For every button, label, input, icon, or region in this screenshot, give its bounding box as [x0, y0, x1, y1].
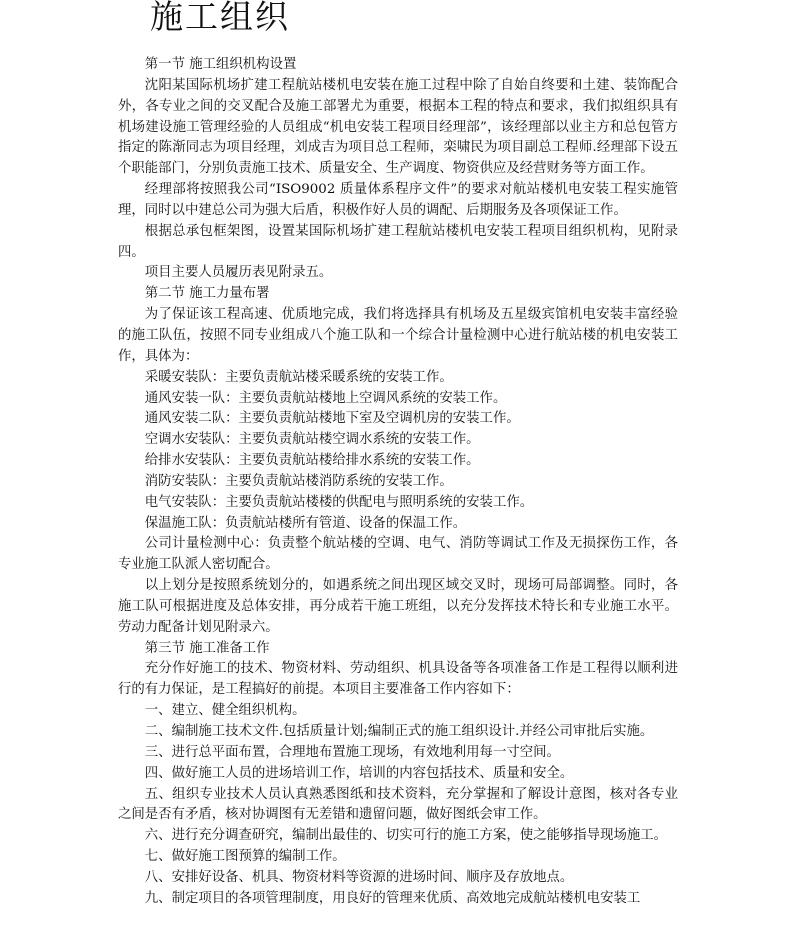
list-item-electrical-team: 电气安装队：主要负责航站楼楼的供配电与照明系统的安装工作。	[144, 494, 534, 510]
list-item-insulation-team: 保温施工队：负责航站楼所有管道、设备的保温工作。	[144, 515, 467, 531]
paragraph-teams-intro: 为了保证该工程高速、优质地完成，我们将选择具有机场及五星级宾馆机电安装丰富经验的施工队伍，按照不同专业组成八个施工队和一个综合计量检测中心进行航站楼的机电安装工作，具体为：	[118, 307, 678, 364]
list-item-prep-2: 二、编制施工技术文件.包括质量计划;编制正式的施工组织设计.并经公司审批后实施。	[144, 724, 654, 739]
list-item-prep-3: 三、进行总平面布置，合理地布置施工现场，有效地利用每一寸空间。	[144, 744, 560, 760]
list-item-prep-5: 五、组织专业技术人员认真熟悉图纸和技术资料，充分掌握和了解设计意图，核对各专业之间是否有矛盾，核对协调图有无差错和遗留问题，做好图纸会审工作。	[118, 786, 678, 823]
list-item-prep-7: 七、做好施工图预算的编制工作。	[144, 849, 346, 865]
list-item-prep-8: 八、安排好设备、机具、物资材料等资源的进场时间、顺序及存放地点。	[144, 869, 574, 885]
section-heading-2: 第二节 施工力量布署	[144, 286, 270, 302]
list-item-ventilation-team-1: 通风安装一队：主要负责航站楼地上空调风系统的安装工作。	[144, 390, 507, 406]
list-item-chilled-water-team: 空调水安装队：主要负责航站楼空调水系统的安装工作。	[144, 432, 480, 448]
document-title: 施工组织	[150, 0, 290, 36]
list-item-fire-team: 消防安装队：主要负责航站楼消防系统的安装工作。	[144, 473, 453, 489]
paragraph-iso9002: 经理部将按照我公司“ISO9002 质量体系程序文件”的要求对航站楼机电安装工程实施管理，同时以中建总公司为强大后盾，积极作好人员的调配、后期服务及各项保证工作。	[118, 182, 678, 218]
list-item-ventilation-team-2: 通风安装二队：主要负责航站楼地下室及空调机房的安装工作。	[144, 411, 520, 427]
paragraph-resume: 项目主要人员履历表见附录五。	[144, 265, 333, 281]
list-item-prep-6: 六、进行充分调查研究，编制出最佳的、切实可行的施工方案，使之能够指导现场施工。	[144, 828, 668, 844]
section-heading-3: 第三节 施工准备工作	[144, 640, 270, 656]
paragraph-framework: 根据总承包框架图，设置某国际机场扩建工程航站楼机电安装工程项目组织机构，见附录四。	[118, 223, 678, 260]
document-body	[118, 55, 678, 910]
list-item-heating-team: 采暖安装队：主要负责航站楼采暖系统的安装工作。	[144, 369, 453, 385]
list-item-prep-4: 四、做好施工人员的进场培训工作，培训的内容包括技术、质量和安全。	[144, 765, 574, 781]
paragraph-preparation-intro: 充分作好施工的技术、物资材料、劳动组织、机具设备等各项准备工作是工程得以顺利进行的有力保证，是工程搞好的前提。本项目主要准备工作内容如下：	[118, 661, 678, 698]
paragraph-metering-center: 公司计量检测中心：负责整个航站楼的空调、电气、消防等调试工作及无损探伤工作，各专业施工队派人密切配合。	[118, 536, 678, 573]
paragraph-division: 以上划分是按照系统划分的，如遇系统之间出现区域交叉时，现场可局部调整。同时，各施工队可根据进度及总体安排，再分成若干施工班组，以充分发挥技术特长和专业施工水平。劳动力配备计划见附录六。	[118, 578, 678, 635]
paragraph-organization: 沈阳某国际机场扩建工程航站楼机电安装在施工过程中除了自始自终要和土建、装饰配合外，各专业之间的交叉配合及施工部署尤为重要，根据本工程的特点和要求，我们拟组织具有机场建设施工管理经验的人员组成“机电安装工程项目经理部”，该经理部以业主方和总包管方指定的陈渐同志为项目经理，刘成吉为项目总工程师，栾啸民为项目副总工程师.经理部下设五个职能部门，分别负责施工技术、质量安全、生产调度、物资供应及经营财务等方面工作。	[118, 77, 678, 177]
list-item-prep-9: 九、制定项目的各项管理制度，用良好的管理来优质、高效地完成航站楼机电安装工	[144, 890, 641, 906]
section-heading-1: 第一节 施工组织机构设置	[144, 57, 297, 72]
list-item-plumbing-team: 给排水安装队：主要负责航站楼给排水系统的安装工作。	[144, 453, 480, 469]
list-item-prep-1: 一、建立、健全组织机构。	[144, 703, 306, 719]
